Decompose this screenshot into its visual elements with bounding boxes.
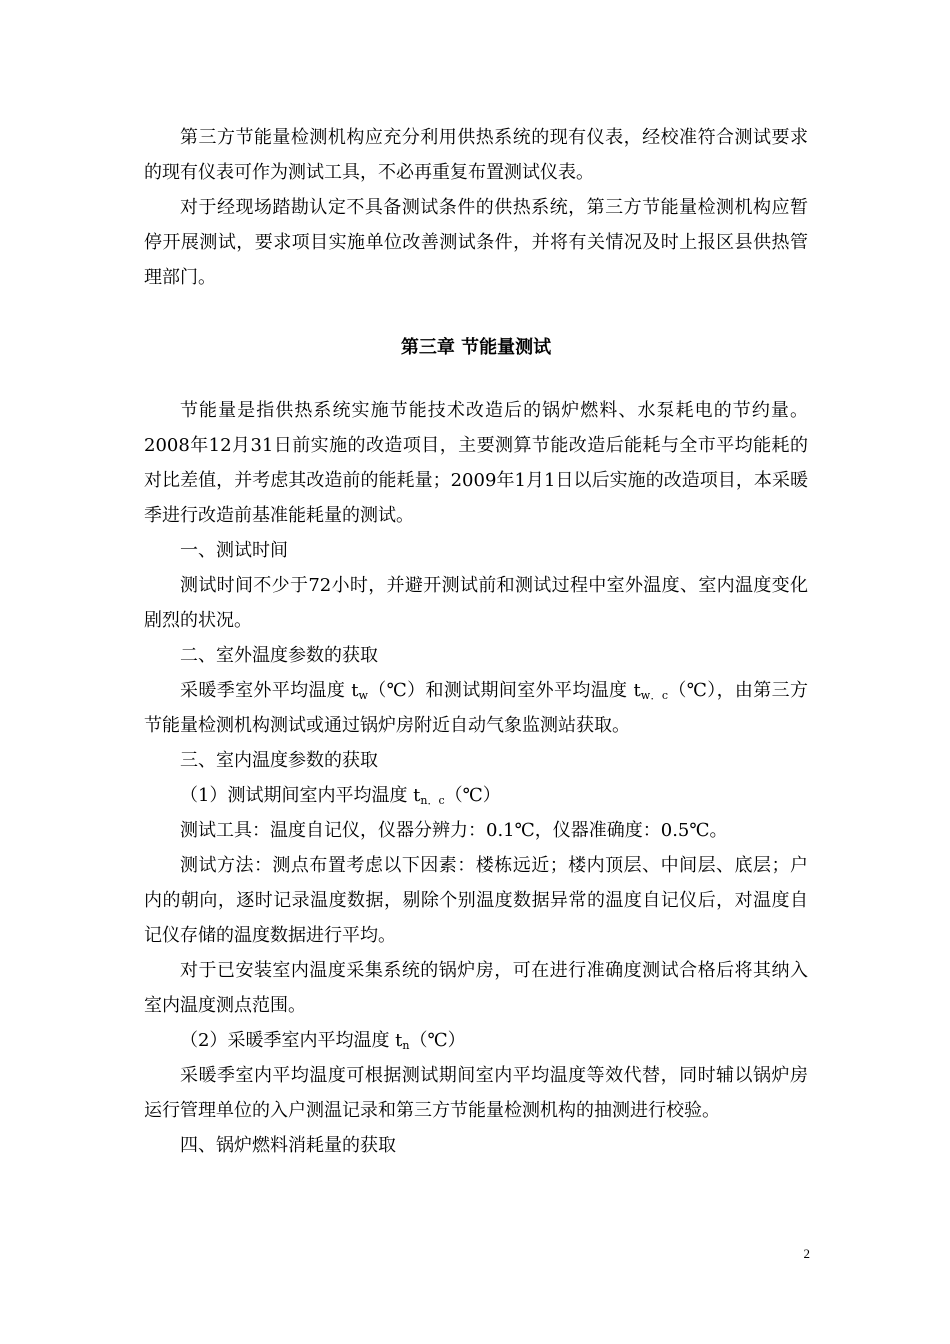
text-run: （℃） bbox=[409, 1030, 466, 1051]
text-run: （1）测试期间室内平均温度 t bbox=[180, 785, 421, 806]
text-run: （℃）和测试期间室外平均温度 t bbox=[367, 680, 641, 701]
subscript: w bbox=[358, 689, 368, 702]
subscript: n．c bbox=[420, 794, 445, 807]
paragraph: 采暖季室内平均温度可根据测试期间室内平均温度等效代替，同时辅以锅炉房运行管理单位的入户测温记录和第三方节能量检测机构的抽测进行校验。 bbox=[144, 1065, 808, 1121]
subscript: w．c bbox=[640, 689, 669, 702]
text-run: （2）采暖季室内平均温度 t bbox=[180, 1030, 403, 1051]
paragraph: 对于经现场踏勘认定不具备测试条件的供热系统，第三方节能量检测机构应暂停开展测试，要求项目实施单位改善测试条件，并将有关情况及时上报区县供热管理部门。 bbox=[144, 197, 808, 288]
section-heading: 四、锅炉燃料消耗量的获取 bbox=[180, 1135, 396, 1156]
subscript: n bbox=[402, 1039, 410, 1052]
chapter-title: 第三章 节能量测试 bbox=[400, 337, 552, 358]
text-run: （℃） bbox=[444, 785, 501, 806]
paragraph: 第三方节能量检测机构应充分利用供热系统的现有仪表，经校准符合测试要求的现有仪表可作为测试工具，不必再重复布置测试仪表。 bbox=[144, 127, 808, 183]
paragraph: 测试方法：测点布置考虑以下因素：楼栋远近；楼内顶层、中间层、底层；户内的朝向，逐时记录温度数据，剔除个别温度数据异常的温度自记仪后，对温度自记仪存储的温度数据进行平均。 bbox=[144, 855, 808, 946]
paragraph: 对于已安装室内温度采集系统的锅炉房，可在进行准确度测试合格后将其纳入室内温度测点范围。 bbox=[144, 960, 808, 1016]
page-number: 2 bbox=[803, 1246, 810, 1261]
paragraph: 测试工具：温度自记仪，仪器分辨力：0.1℃，仪器准确度：0.5℃。 bbox=[180, 820, 728, 841]
paragraph bbox=[144, 673, 808, 743]
section-heading: 一、测试时间 bbox=[180, 540, 288, 561]
section-heading: 二、室外温度参数的获取 bbox=[180, 645, 378, 666]
paragraph: 测试时间不少于72小时，并避开测试前和测试过程中室外温度、室内温度变化剧烈的状况。 bbox=[144, 575, 808, 631]
sub-heading bbox=[144, 778, 808, 813]
text-run: （℃），由第三方节能量检测机构测试或通过锅炉房附近自动气象监测站获取。 bbox=[144, 680, 808, 736]
sub-heading bbox=[144, 1023, 808, 1058]
paragraph: 节能量是指供热系统实施节能技术改造后的锅炉燃料、水泵耗电的节约量。2008年12月31日前实施的改造项目，主要测算节能改造后能耗与全市平均能耗的对比差值，并考虑其改造前的能耗量；2009年1月1日以后实施的改造项目，本采暖季进行改造前基准能耗量的测试。 bbox=[144, 400, 808, 526]
section-a bbox=[144, 120, 808, 295]
section-b bbox=[144, 393, 808, 1163]
section-heading: 三、室内温度参数的获取 bbox=[180, 750, 378, 771]
text-run: 采暖季室外平均温度 t bbox=[180, 680, 359, 701]
